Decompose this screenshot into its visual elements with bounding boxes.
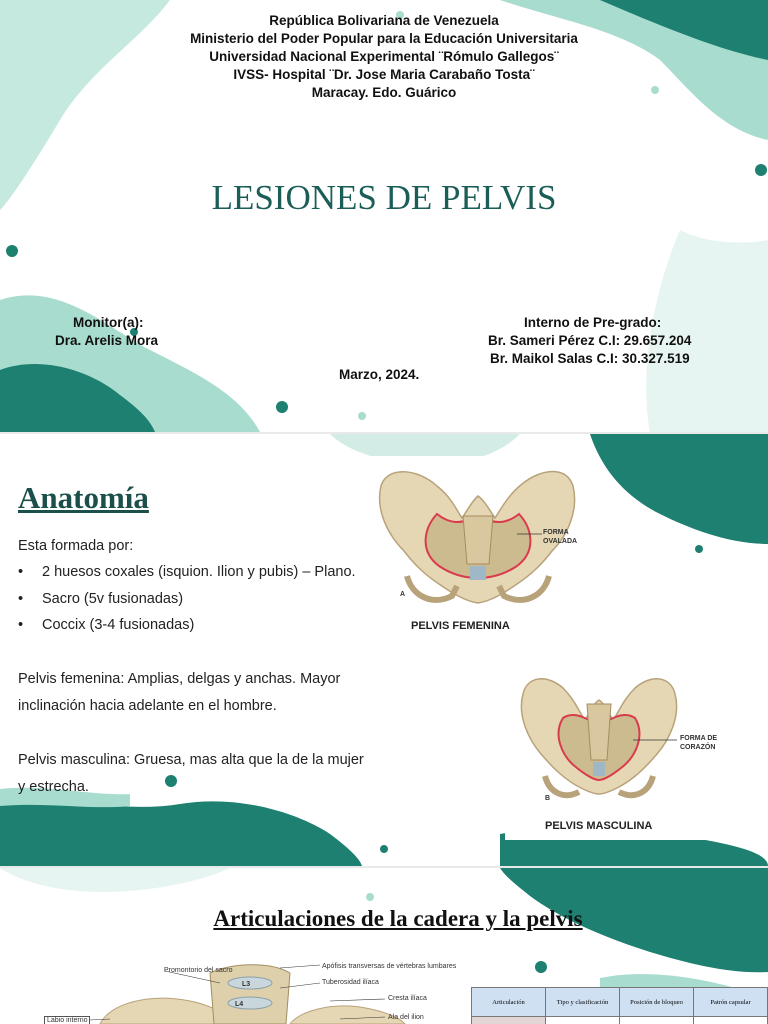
title-slide xyxy=(0,0,768,432)
fig-a-shape-label-2: OVALADA xyxy=(543,538,578,545)
bullet-3: Coccix (3-4 fusionadas) xyxy=(42,617,195,633)
presentation-title: LESIONES DE PELVIS xyxy=(211,178,557,217)
fig-b-shape-label-2: CORAZÓN xyxy=(680,744,716,751)
male-pelvis-figure xyxy=(505,664,768,840)
monitor-name: Dra. Arelis Mora xyxy=(55,333,159,348)
table-row xyxy=(472,1017,768,1024)
fig-b-letter: B xyxy=(545,795,551,802)
anatomy-slide xyxy=(0,434,768,866)
table-header-cell: Articulación xyxy=(472,988,546,1017)
header-line-5: Maracay. Edo. Guárico xyxy=(311,85,457,100)
fig-b-caption: PELVIS MASCULINA xyxy=(545,820,653,832)
bullet-marker-3: • xyxy=(18,617,24,633)
monitor-label: Monitor(a): xyxy=(73,315,144,330)
label-l4: L4 xyxy=(235,1001,244,1008)
label-labio: Labio interno xyxy=(44,1016,90,1024)
fig-a-letter: A xyxy=(400,591,406,598)
female-pelvis-figure xyxy=(367,456,589,664)
label-promontorio: Promontorio del sacro xyxy=(164,967,233,974)
table-header-cell: Posición de bloqueo xyxy=(620,988,694,1017)
masculina-line-2: y estrecha. xyxy=(18,779,89,795)
anatomy-intro: Esta formada por: xyxy=(18,538,134,554)
table-header-cell: Tipo y clasificación xyxy=(546,988,620,1017)
bullet-marker-1: • xyxy=(18,564,24,580)
label-tuberosidad: Tuberosidad ilíaca xyxy=(322,979,379,986)
female-pelvis-illustration xyxy=(367,456,589,664)
joints-slide xyxy=(0,868,768,1024)
bullet-1: 2 huesos coxales (isquion. Ilion y pubis) – Plano. xyxy=(42,564,356,580)
header-line-1: República Bolivariana de Venezuela xyxy=(269,13,499,28)
intern-2: Br. Maikol Salas C.I: 30.327.519 xyxy=(490,351,690,366)
male-pelvis-illustration xyxy=(505,664,768,840)
femenina-line-2: inclinación hacia adelante en el hombre. xyxy=(18,698,277,714)
header-line-2: Ministerio del Poder Popular para la Educación Universitaria xyxy=(190,31,578,46)
fig-b-shape-label-1: FORMA DE xyxy=(680,735,718,742)
table-header-cell: Patrón capsular xyxy=(694,988,768,1017)
label-l3: L3 xyxy=(242,981,251,988)
label-apofisis: Apófisis transversas de vértebras lumbares xyxy=(322,963,457,970)
intern-1: Br. Sameri Pérez C.I: 29.657.204 xyxy=(488,333,692,348)
bullet-marker-2: • xyxy=(18,591,24,607)
fig-a-caption: PELVIS FEMENINA xyxy=(411,620,510,632)
intern-label: Interno de Pre-grado: xyxy=(524,315,662,330)
masculina-line-1: Pelvis masculina: Gruesa, mas alta que la de la mujer xyxy=(18,752,364,768)
fig-a-shape-label-1: FORMA xyxy=(543,529,569,536)
joints-table xyxy=(471,987,768,1024)
anatomy-heading: Anatomía xyxy=(18,480,149,515)
label-cresta: Cresta ilíaca xyxy=(388,995,427,1002)
header-line-4: IVSS- Hospital ¨Dr. Jose Maria Carabaño Tosta¨ xyxy=(233,67,535,82)
presentation-date: Marzo, 2024. xyxy=(339,367,420,382)
label-ala: Ala del ilion xyxy=(388,1014,424,1021)
femenina-line-1: Pelvis femenina: Amplias, delgas y anchas. Mayor xyxy=(18,671,341,687)
bullet-2: Sacro (5v fusionadas) xyxy=(42,591,184,607)
header-line-3: Universidad Nacional Experimental ¨Rómulo Gallegos¨ xyxy=(209,49,559,64)
joints-heading: Articulaciones de la cadera y la pelvis xyxy=(213,906,583,931)
table-header-row xyxy=(472,988,768,1017)
